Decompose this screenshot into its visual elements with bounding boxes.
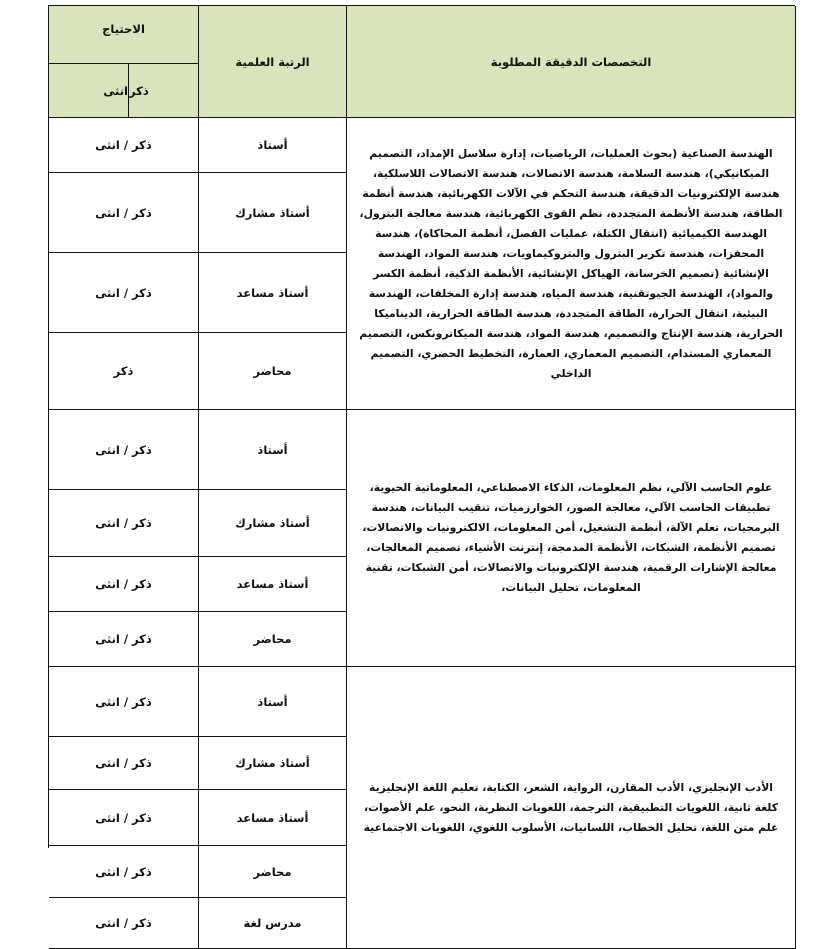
need-cell: ذكر / انثى: [49, 557, 199, 612]
need-cell: ذكر / انثى: [49, 490, 199, 557]
need-cell: ذكر / انثى: [49, 253, 199, 333]
need-cell: ذكر / انثى: [49, 410, 199, 490]
need-cell: ذكر / انثى: [49, 898, 199, 949]
header-female: انثى: [49, 64, 129, 118]
need-cell: ذكر / انثى: [49, 737, 199, 790]
rank-cell: محاضر: [199, 333, 347, 410]
rank-cell: أستاذ: [199, 410, 347, 490]
requirements-table-wrapper: [48, 5, 795, 930]
requirements-table: [48, 5, 795, 930]
rank-cell: أستاذ مشارك: [199, 490, 347, 557]
rank-cell: أستاذ مشارك: [199, 173, 347, 253]
need-cell: ذكر / انثى: [49, 118, 199, 173]
rank-cell: محاضر: [199, 612, 347, 667]
header-male: ذكر: [129, 64, 199, 118]
need-cell: ذكر / انثى: [49, 790, 199, 846]
rank-cell: أستاذ مشارك: [199, 737, 347, 790]
header-rank: الرتبة العلمية: [199, 6, 347, 118]
need-cell: ذكر / انثى: [49, 667, 199, 737]
specializations-english: الأدب الإنجليزي، الأدب المقارن، الرواية، الشعر، الكتابة، تعليم اللغة الإنجليزية كلغة ثانية، اللغويات التطبيقية، الترجمة، اللغويات النظرية، النحو، علم الأصوات، علم متن اللغة، تحليل الخطاب، اللسانيات، الأسلوب اللغوي، اللغويات الاجتماعية: [347, 667, 796, 949]
rank-cell: محاضر: [199, 846, 347, 898]
need-cell: ذكر / انثى: [49, 173, 199, 253]
specializations-engineering: الهندسة الصناعية (بحوث العمليات، الرياضيات، إدارة سلاسل الإمداد، التصميم الميكانيكي)، هندسة السلامة، هندسة الاتصالات، هندسة الاتصالات اللاسلكية، هندسة الإلكترونيات الدقيقة، هندسة التحكم في الآلات الكهربائية، هندسة أنظمة الطاقة، هندسة الأنظمة المتجددة، نظم القوى الكهربائية، هندسة معالجة البترول، الهندسة الكيميائية (انتقال الكتلة، عمليات الفصل، أنظمة المحاكاة)، هندسة المحفزات، هندسة تكرير البترول والبتروكيماويات، هندسة المواد، الهندسة الإنشائية (تصميم الخرسانة، الهياكل الإنشائية، الأنظمة الذكية، أنظمة الكسر والمواد)، الهندسة الجيوتقنية، هندسة المياه، هندسة إدارة المخلفات، الهندسة البيئية، انتقال الحرارة، الطاقة المتجددة، هندسة الطاقة الحرارية، الديناميكا الحرارية، هندسة الإنتاج والتصميم، هندسة المواد، هندسة الميكاترونكس، التصميم المعماري المستدام، التصميم المعماري، العمارة، التخطيط الحضري، التصميم الداخلي: [347, 118, 796, 410]
need-cell: ذكر: [49, 333, 199, 410]
rank-cell: أستاذ مساعد: [199, 557, 347, 612]
specializations-computing: علوم الحاسب الآلي، نظم المعلومات، الذكاء الاصطناعي، المعلوماتية الحيوية، تطبيقات الحاسب الآلي، معالجة الصور، الخوارزميات، تنقيب البيانات، هندسة البرمجيات، تعلم الآلة، أنظمة التشغيل، أمن المعلومات، الالكترونيات والاتصالات، تصميم الأنظمة، الشبكات، الأنظمة المدمجة، إنترنت الأشياء، تصميم المعالجات، معالجة الإشارات الرقمية، هندسة الإلكترونيات والاتصالات، أمن الشبكات، تقنية المعلومات، تحليل البيانات،: [347, 410, 796, 667]
rank-cell: أستاذ مساعد: [199, 790, 347, 846]
header-need: الاحتياج: [49, 6, 199, 64]
need-cell: ذكر / انثى: [49, 846, 199, 898]
header-specializations: التخصصات الدقيقة المطلوبة: [347, 6, 796, 118]
rank-cell: مدرس لغة: [199, 898, 347, 949]
need-cell: ذكر / انثى: [49, 612, 199, 667]
rank-cell: أستاذ: [199, 667, 347, 737]
rank-cell: أستاذ: [199, 118, 347, 173]
rank-cell: أستاذ مساعد: [199, 253, 347, 333]
